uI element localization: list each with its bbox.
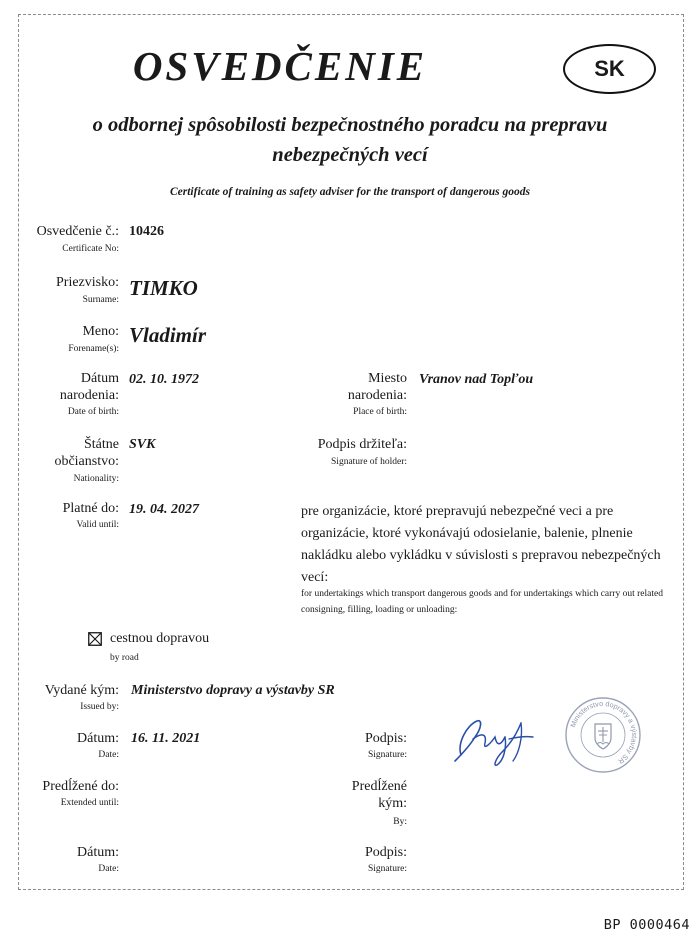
road-transport-checkbox-icon <box>88 632 102 646</box>
extended-by-label-1: Predĺžené <box>351 779 407 794</box>
issue-date-label-en: Date: <box>98 750 119 760</box>
issue-signature-label: Podpis: <box>364 731 407 746</box>
subtitle-english: Certificate of training as safety adviser for the transport of dangerous goods <box>169 186 531 198</box>
valid-until-label-en: Valid until: <box>76 520 119 530</box>
nationality-label-1: Štátne <box>84 437 119 452</box>
certificate-no-value: 10426 <box>129 224 164 239</box>
holder-signature-label: Podpis držiteľa: <box>317 437 407 452</box>
forename-value: Vladimír <box>129 323 207 347</box>
issued-by-label: Vydané kým: <box>44 683 119 698</box>
issue-date-label: Dátum: <box>77 731 119 746</box>
forename-label: Meno: <box>82 324 119 339</box>
extended-until-label-en: Extended until: <box>60 798 119 808</box>
date-of-birth-label-en: Date of birth: <box>67 407 119 417</box>
place-of-birth-label-en: Place of birth: <box>353 407 407 417</box>
road-transport-label-en: by road <box>110 653 139 663</box>
issue-signature-label-en: Signature: <box>367 750 407 760</box>
serial-number: BP 0000464 <box>603 917 690 933</box>
extension-signature-label: Podpis: <box>364 845 407 860</box>
certificate-no-label-en: Certificate No: <box>62 244 119 254</box>
date-of-birth-value: 02. 10. 1972 <box>129 372 199 387</box>
scope-text-en: for undertakings which transport dangerous goods and for undertakings which carry out related consigning, filling, loading or unloading: <box>301 589 663 615</box>
nationality-label-2: občianstvo: <box>54 454 119 469</box>
extended-by-label-2: kým: <box>378 796 407 811</box>
nationality-value: SVK <box>129 437 156 452</box>
surname-label: Priezvisko: <box>56 275 119 290</box>
certificate-no-label: Osvedčenie č.: <box>36 224 119 239</box>
extension-date-label: Dátum: <box>77 845 119 860</box>
issued-by-value: Ministerstvo dopravy a výstavby SR <box>131 683 335 698</box>
scope-text: pre organizácie, ktoré prepravujú nebezpečné veci a pre organizácie, ktoré vykonávajú odosielanie, balenie, plnenie nakládku alebo vykládku v súvislosti s prepravou nebezpečných vecí: <box>301 504 661 585</box>
subtitle-line-2: nebezpečných vecí <box>272 144 428 166</box>
holder-signature-label-en: Signature of holder: <box>331 457 407 467</box>
date-of-birth-label-2: narodenia: <box>59 388 119 403</box>
extended-until-label: Predĺžené do: <box>42 779 119 794</box>
valid-until-label: Platné do: <box>62 501 119 516</box>
valid-until-value: 19. 04. 2027 <box>129 502 199 517</box>
place-of-birth-value: Vranov nad Topľou <box>419 372 534 387</box>
nationality-label-en: Nationality: <box>73 474 119 484</box>
document-title: OSVEDČENIE <box>132 43 428 89</box>
extension-signature-label-en: Signature: <box>367 864 407 874</box>
extension-date-label-en: Date: <box>98 864 119 874</box>
subtitle-line-1: o odbornej spôsobilosti bezpečnostného poradcu na prepravu <box>92 114 608 136</box>
svg-text:Ministerstvo dopravy a výstavb: Ministerstvo dopravy a výstavby SR <box>568 698 640 766</box>
place-of-birth-label-1: Miesto <box>368 371 407 386</box>
surname-label-en: Surname: <box>82 295 119 305</box>
extended-by-label-en: By: <box>393 817 407 827</box>
date-of-birth-label-1: Dátum <box>80 371 119 386</box>
road-transport-label: cestnou dopravou <box>110 631 210 646</box>
forename-label-en: Forename(s): <box>68 344 119 354</box>
country-code-badge: SK <box>563 44 656 94</box>
issued-by-label-en: Issued by: <box>80 702 119 712</box>
issue-date-value: 16. 11. 2021 <box>131 731 201 746</box>
surname-value: TIMKO <box>129 276 198 300</box>
official-stamp-icon <box>564 696 642 774</box>
place-of-birth-label-2: narodenia: <box>347 388 407 403</box>
issuer-signature-icon <box>447 703 547 773</box>
